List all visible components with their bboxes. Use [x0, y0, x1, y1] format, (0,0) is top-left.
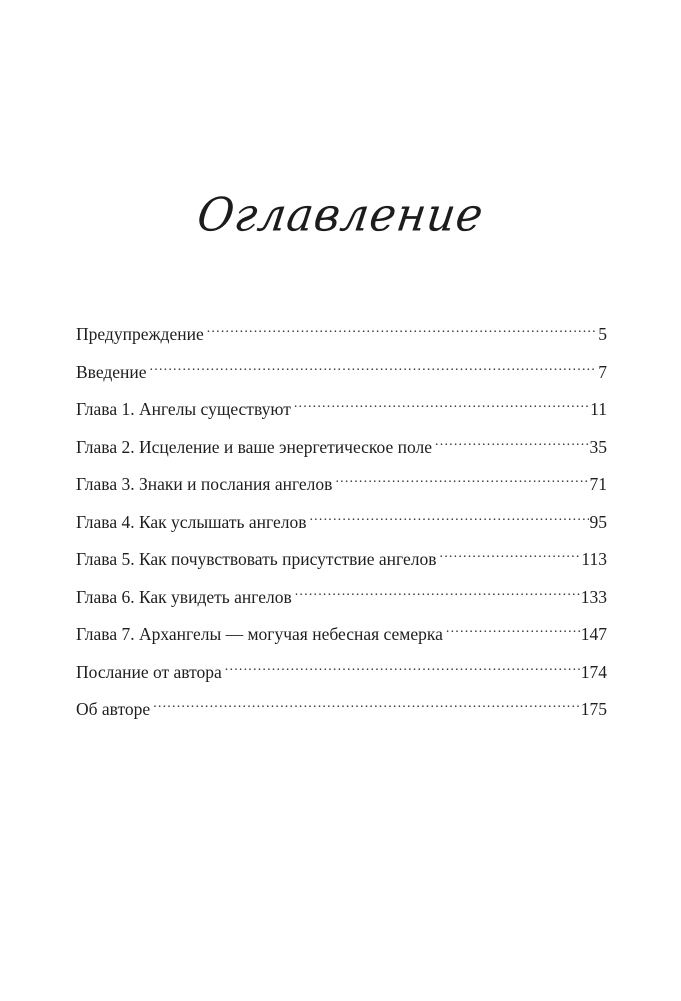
toc-entry — [76, 318, 607, 356]
toc-entry-page: 147 — [580, 624, 607, 644]
toc-entry — [76, 693, 607, 731]
toc-entry-title: Глава 2. Исцеление и ваше энергетическое поле — [76, 436, 433, 457]
toc-entry-title: Глава 4. Как услышать ангелов — [76, 511, 307, 532]
toc-entry-page: 71 — [589, 474, 607, 494]
toc-entry — [76, 506, 607, 544]
dot-leader — [294, 393, 589, 415]
table-of-contents — [76, 318, 607, 731]
dot-leader — [309, 506, 588, 528]
toc-entry-title: Глава 7. Архангелы — могучая небесная семерка — [76, 624, 443, 644]
dot-leader — [207, 318, 598, 340]
dot-leader — [440, 543, 581, 565]
toc-entry-page: 113 — [581, 549, 607, 569]
dot-leader — [295, 581, 580, 603]
dot-leader — [446, 618, 580, 640]
toc-entry-page: 7 — [598, 361, 607, 382]
toc-entry-page: 35 — [589, 436, 607, 457]
dot-leader — [225, 656, 580, 678]
toc-entry-title: Глава 6. Как увидеть ангелов — [76, 586, 292, 607]
toc-entry — [76, 468, 607, 506]
dot-leader — [150, 356, 598, 378]
toc-entry-title: Об авторе — [76, 699, 151, 719]
toc-entry-title: Глава 5. Как почувствовать присутствие ангелов — [76, 549, 437, 569]
dot-leader — [335, 468, 588, 490]
toc-entry-title: Предупреждение — [76, 324, 204, 344]
toc-entry-page: 174 — [580, 661, 607, 682]
dot-leader — [153, 693, 580, 715]
toc-entry — [76, 618, 607, 656]
toc-entry — [76, 543, 607, 581]
toc-entry-page: 11 — [590, 399, 607, 419]
toc-entry-title: Глава 3. Знаки и послания ангелов — [76, 474, 333, 494]
toc-entry — [76, 393, 607, 431]
toc-entry — [76, 356, 607, 394]
toc-entry-page: 5 — [598, 324, 607, 344]
toc-entry-title: Послание от автора — [76, 661, 222, 682]
toc-entry — [76, 656, 607, 694]
toc-entry — [76, 581, 607, 619]
toc-entry-page: 95 — [589, 511, 607, 532]
toc-entry — [76, 431, 607, 469]
toc-entry-title: Введение — [76, 361, 147, 382]
page-title: Оглавление — [194, 188, 488, 243]
dot-leader — [435, 431, 588, 453]
toc-entry-title: Глава 1. Ангелы существуют — [76, 399, 291, 419]
toc-entry-page: 133 — [580, 586, 607, 607]
toc-entry-page: 175 — [580, 699, 607, 719]
